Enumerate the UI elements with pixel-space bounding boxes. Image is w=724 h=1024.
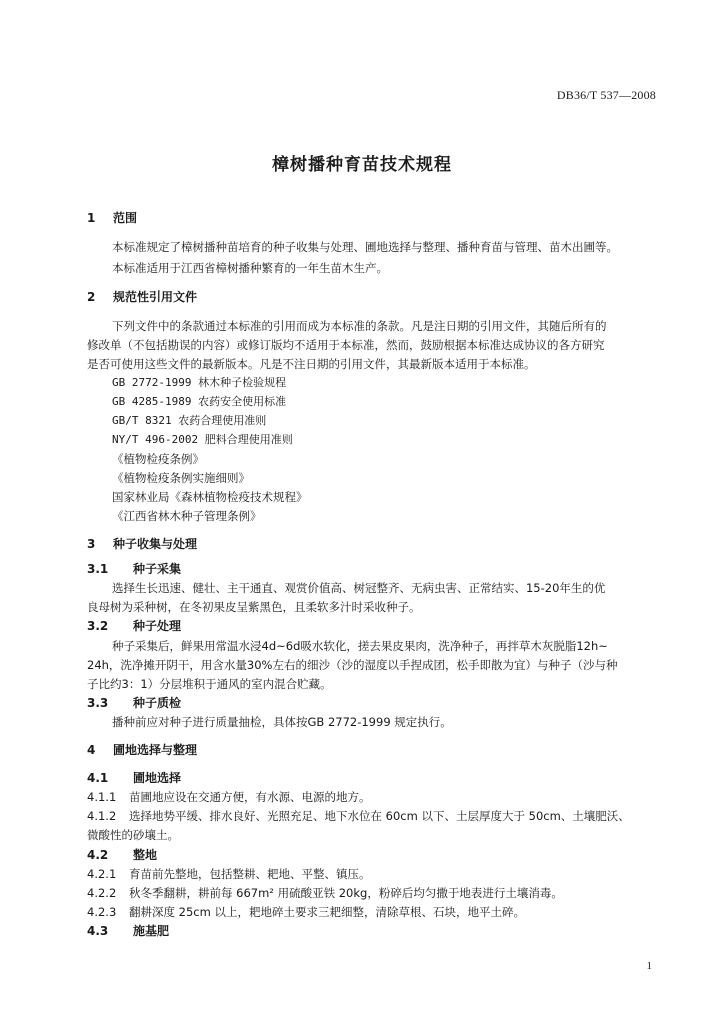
paragraph: 子比约3：1）分层堆积于通风的室内混合贮藏。 <box>87 677 332 691</box>
subsection-3-3-heading: 3.3 种子质检 <box>87 696 182 710</box>
clause-4-2-1: 4.2.1 育苗前先整地，包括整耕、耙地、平整、镇压。 <box>87 867 371 881</box>
paragraph: 本标准适用于江西省樟树播种繁育的一年生苗木生产。 <box>112 261 388 275</box>
section-2-heading: 2 规范性引用文件 <box>87 290 198 304</box>
subsection-4-2-heading: 4.2 整地 <box>87 848 158 862</box>
reference-item: NY/T 496-2002 肥料合理使用准则 <box>112 433 293 446</box>
subsection-3-2-heading: 3.2 种子处理 <box>87 619 182 633</box>
paragraph: 下列文件中的条款通过本标准的引用而成为本标准的条款。凡是注日期的引用文件，其随后所有的 <box>112 319 607 333</box>
subsection-3-1-heading: 3.1 种子采集 <box>87 562 182 576</box>
clause-4-1-2: 4.1.2 选择地势平缓、排水良好、光照充足、地下水位在 60cm 以下、土层厚度大于 50cm、土壤肥沃、 <box>87 809 630 823</box>
section-3-heading: 3 种子收集与处理 <box>87 537 198 551</box>
paragraph: 播种前应对种子进行质量抽检，具体按GB 2772-1999 规定执行。 <box>112 715 452 729</box>
paragraph: 24h，洗净摊开阴干，用含水量30%左右的细沙（沙的湿度以手捏成团，松手即散为宜）与种子（沙与种 <box>87 658 618 672</box>
section-4-heading: 4 圃地选择与整理 <box>87 743 198 757</box>
clause-4-1-1: 4.1.1 苗圃地应设在交通方便，有水源、电源的地方。 <box>87 790 371 804</box>
paragraph: 是否可使用这些文件的最新版本。凡是不注日期的引用文件，其最新版本适用于本标准。 <box>87 357 536 371</box>
subsection-4-3-heading: 4.3 施基肥 <box>87 924 170 938</box>
section-1-heading: 1 范围 <box>87 211 138 225</box>
document-title: 樟树播种育苗技术规程 <box>272 155 452 175</box>
reference-item: 《江西省林木种子管理条例》 <box>112 509 262 523</box>
paragraph: 修改单（不包括勘误的内容）或修订版均不适用于本标准，然而，鼓励根据本标准达成协议的各方研究 <box>87 338 605 352</box>
reference-item: GB/T 8321 农药合理使用准则 <box>112 414 267 427</box>
paragraph: 本标准规定了樟树播种苗培育的种子收集与处理、圃地选择与整理、播种育苗与管理、苗木出圃等。 <box>112 240 618 254</box>
paragraph: 微酸性的砂壤土。 <box>87 828 179 842</box>
clause-4-2-2: 4.2.2 秋冬季翻耕，耕前每 667m² 用硫酸亚铁 20kg，粉碎后均匀撒于地表进行土壤消毒。 <box>87 886 563 900</box>
reference-item: 国家林业局《森林植物检疫技术规程》 <box>112 490 308 504</box>
subsection-4-1-heading: 4.1 圃地选择 <box>87 771 182 785</box>
page-number: 1 <box>646 960 652 972</box>
reference-item: GB 2772-1999 林木种子检验规程 <box>112 376 287 389</box>
reference-item: 《植物检疫条例》 <box>112 452 204 466</box>
clause-4-2-3: 4.2.3 翻耕深度 25cm 以上，耙地碎土要求三耙细整，清除草根、石块，地平土碎。 <box>87 905 525 919</box>
paragraph: 良母树为采种树，在冬初果皮呈紫黑色，且柔软多汁时采收种子。 <box>87 600 421 614</box>
standard-code: DB36/T 537—2008 <box>556 88 656 102</box>
paragraph: 选择生长迅速、健壮、主干通直、观赏价值高、树冠整齐、无病虫害、正常结实、15-20年生的优 <box>112 581 606 595</box>
reference-item: 《植物检疫条例实施细则》 <box>112 471 250 485</box>
paragraph: 种子采集后，鲜果用常温水浸4d~6d吸水软化，搓去果皮果肉，洗净种子，再拌草木灰脱脂12h~ <box>112 639 608 653</box>
reference-item: GB 4285-1989 农药安全使用标准 <box>112 395 287 408</box>
